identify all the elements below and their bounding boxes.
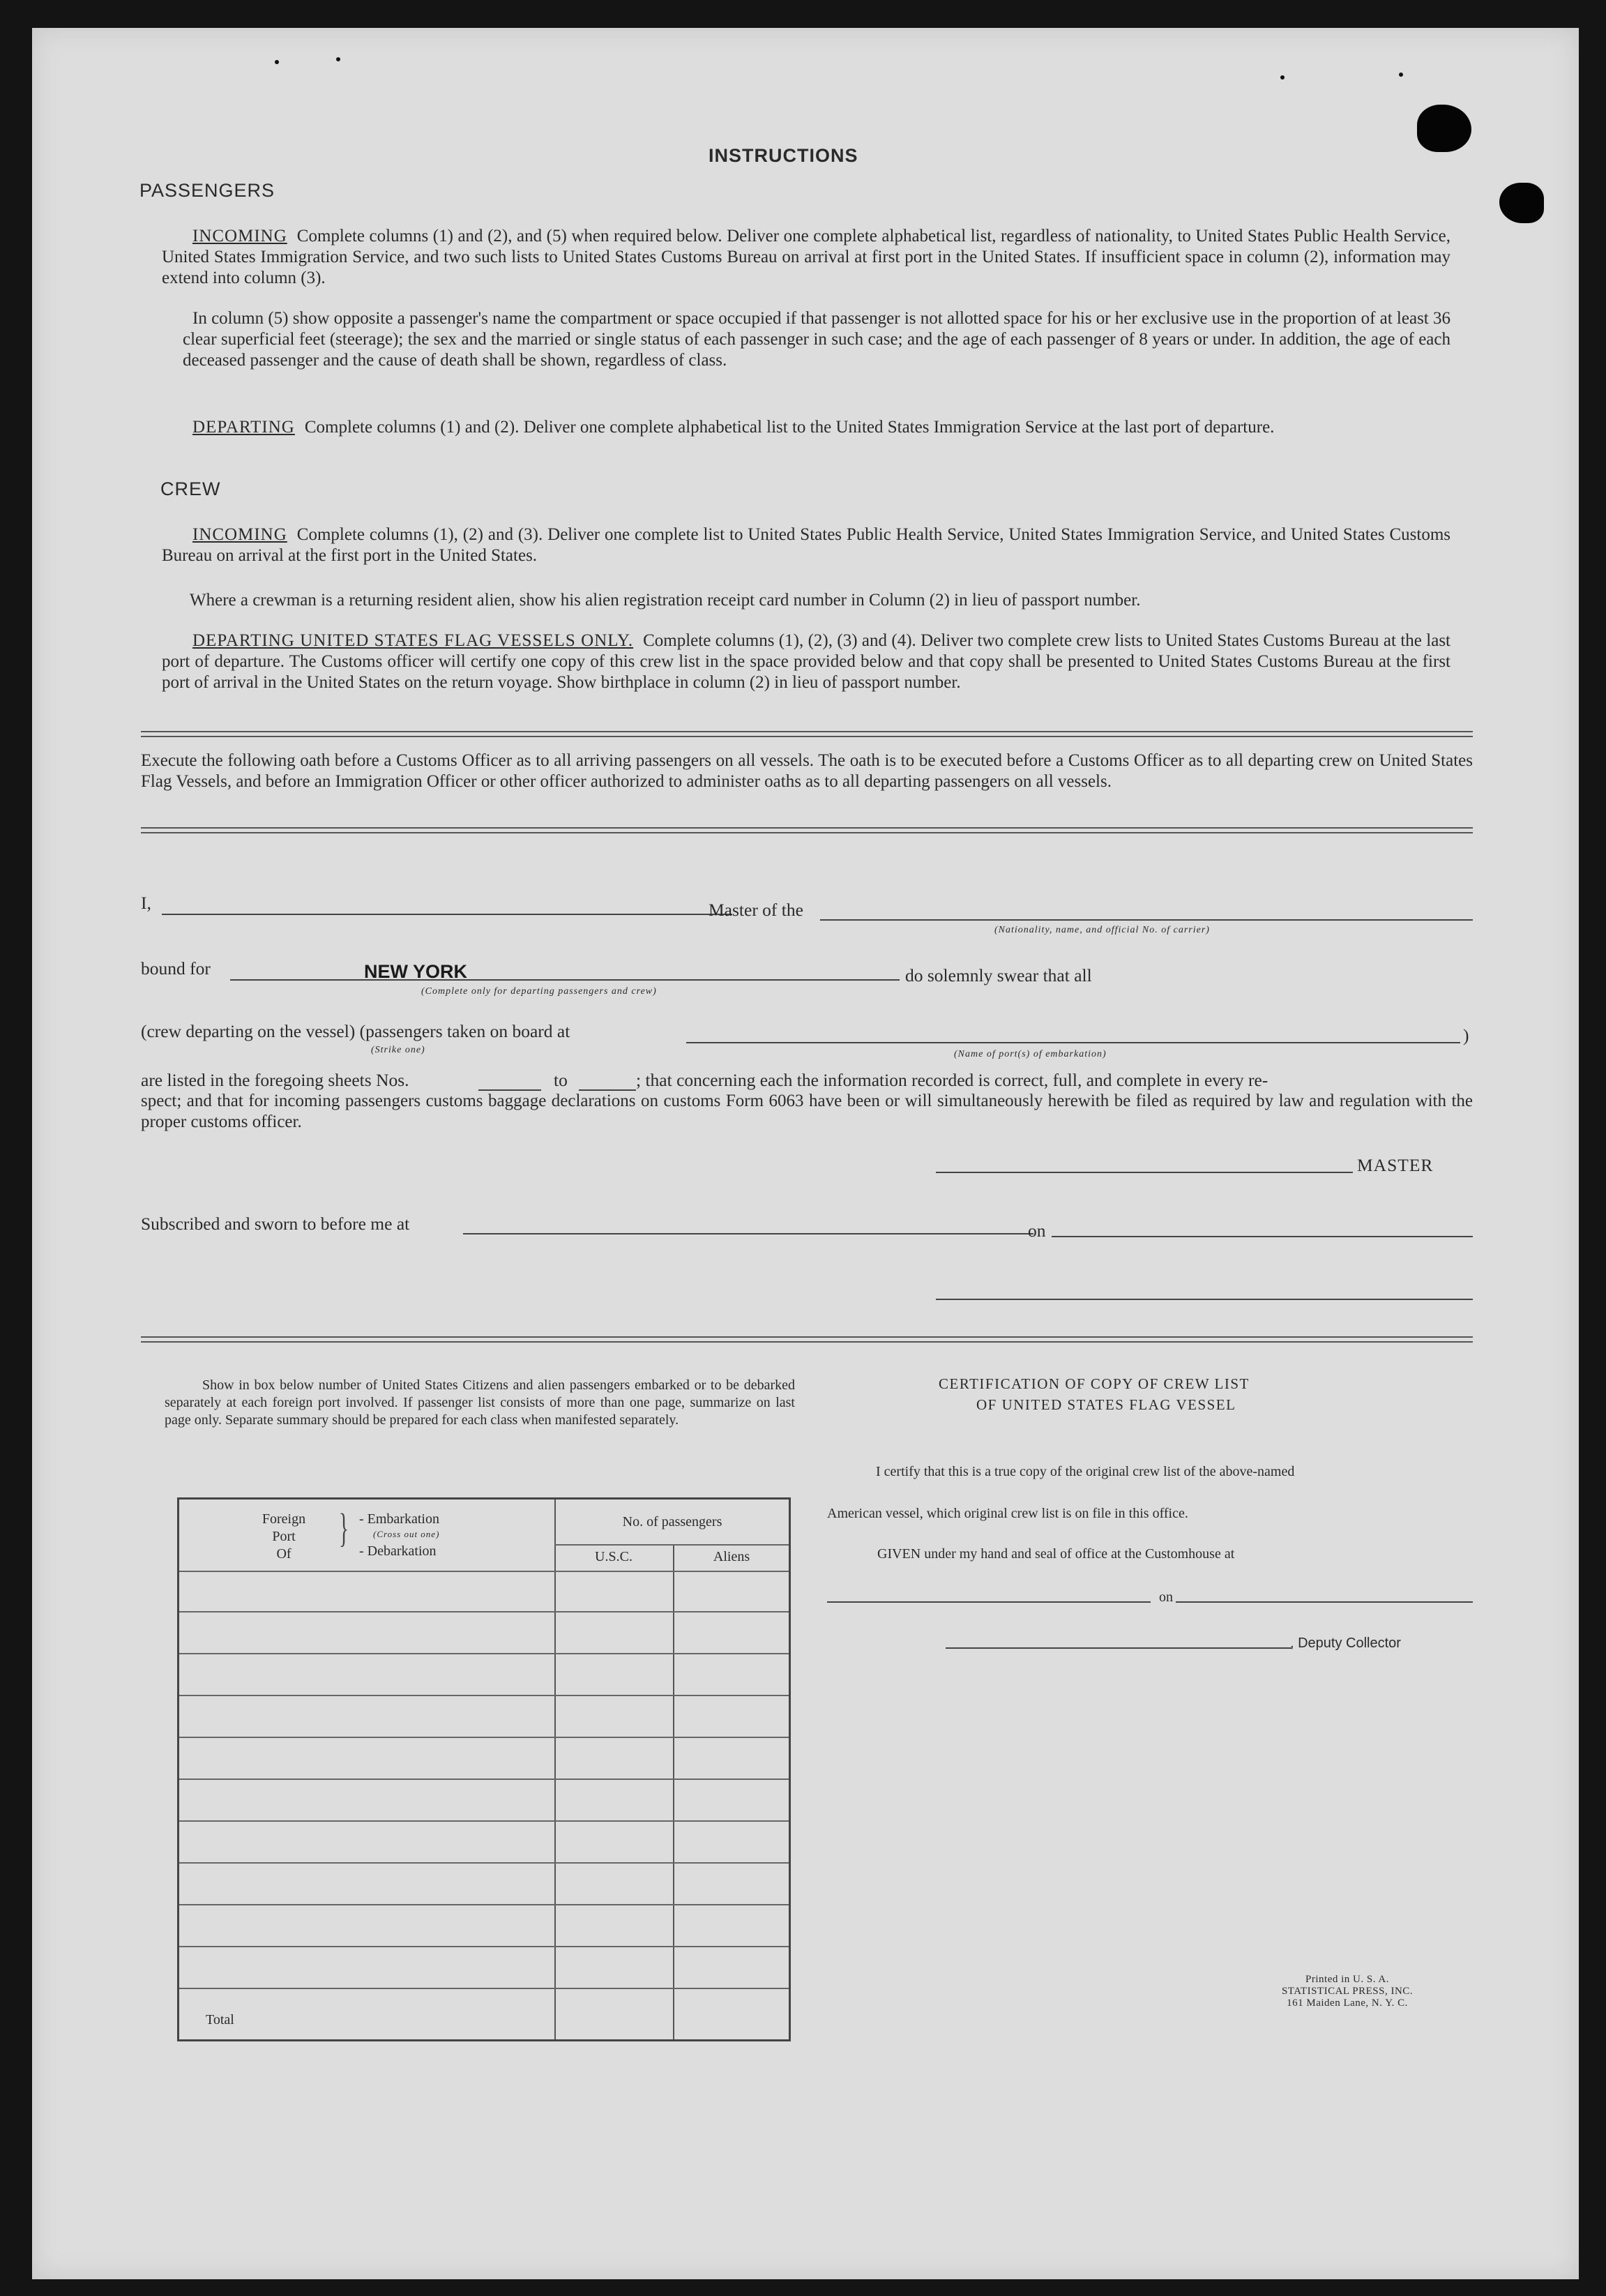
crew-incoming-text: Complete columns (1), (2) and (3). Deliver one complete list to United States Public Health Service, United States Immigration Service, and United States Customs Bureau on arrival at the first port in the United States. (162, 525, 1450, 565)
certification-date-field[interactable] (1176, 1601, 1473, 1603)
table-row (179, 1737, 789, 1738)
printer-line-2: STATISTICAL PRESS, INC. (1281, 1986, 1414, 1997)
foreign-port-label (256, 1511, 312, 1563)
master-signature-field[interactable] (936, 1172, 1353, 1173)
ports-embarkation-field[interactable] (686, 1042, 1460, 1043)
ink-blot (1499, 183, 1544, 223)
table-row (179, 1904, 789, 1905)
embarkation-label[interactable]: - Embarkation (359, 1511, 439, 1527)
speck-mark (336, 57, 340, 61)
document-page (32, 28, 1579, 2279)
certification-on-label: on (1159, 1589, 1173, 1605)
table-row (179, 1988, 789, 1989)
strike-one-caption: (Strike one) (371, 1045, 425, 1055)
bound-for-label: bound for (141, 958, 211, 979)
ports-caption: (Name of port(s) of embarkation) (954, 1049, 1107, 1059)
of-word: Of (276, 1546, 291, 1562)
table-row (179, 1695, 789, 1696)
subscribed-label: Subscribed and sworn to before me at (141, 1214, 410, 1234)
table-row (179, 1611, 789, 1613)
summary-instructions: Show in box below number of United States Citizens and alien passengers embarked or to be debarked separately at each foreign port involved. If passenger list consists of more than one page, summarize on last page only. Separate summary should be prepared for each class when manifested separately. (165, 1377, 795, 1428)
crew-departing-paragraph (162, 630, 1450, 693)
listed-sheets-text: are listed in the foregoing sheets Nos. (141, 1070, 409, 1090)
section-divider (141, 1336, 1473, 1343)
carrier-caption: (Nationality, name, and official No. of carrier) (994, 925, 1210, 935)
port-word: Port (272, 1529, 296, 1544)
section-divider (141, 731, 1473, 737)
table-row (179, 1862, 789, 1864)
deputy-signature-field[interactable] (946, 1647, 1291, 1649)
close-paren: ) (1463, 1025, 1469, 1045)
crew-passengers-label: (crew departing on the vessel) (passengers taken on board at (141, 1021, 570, 1041)
listed-to-label: to (554, 1070, 568, 1090)
swear-text: do solemnly swear that all (905, 965, 1092, 985)
certification-title-2: OF UNITED STATES FLAG VESSEL (976, 1396, 1236, 1413)
aliens-header: Aliens (713, 1549, 750, 1564)
cross-out-caption: (Cross out one) (373, 1529, 440, 1539)
table-row (179, 1653, 789, 1654)
master-of-the-label: Master of the (709, 900, 803, 920)
crew-departing-tag: DEPARTING UNITED STATES FLAG VESSELS ONLY. (192, 631, 634, 650)
master-name-field[interactable] (162, 914, 732, 915)
section-divider (141, 827, 1473, 833)
oath-i-label: I, (141, 893, 151, 913)
printer-line-3: 161 Maiden Lane, N. Y. C. (1287, 1997, 1408, 2009)
table-header-rule (179, 1571, 789, 1572)
crew-incoming-tag: INCOMING (192, 525, 287, 544)
passengers-departing-tag: DEPARTING (192, 418, 295, 437)
bound-for-field[interactable] (230, 979, 900, 981)
table-divider (673, 1544, 674, 2039)
speck-mark (1280, 75, 1285, 80)
debarkation-label[interactable]: - Debarkation (359, 1543, 437, 1559)
passengers-departing-text: Complete columns (1) and (2). Deliver one complete alphabetical list to the United States Immigration Service at the last port of departure. (304, 418, 1275, 437)
listed-information-text: ; that concerning each the information recorded is correct, full, and complete in every re- (636, 1070, 1268, 1090)
sworn-on-label: on (1028, 1221, 1046, 1241)
bound-for-caption: (Complete only for departing passengers and crew) (421, 986, 657, 997)
officer-signature-field[interactable] (936, 1299, 1473, 1300)
sworn-place-field[interactable] (463, 1233, 1033, 1234)
crew-alien-text: Where a crewman is a returning resident alien, show his alien registration receipt card number in Column (2) in lieu of passport number. (190, 591, 1141, 610)
brace-icon: } (338, 1505, 349, 1550)
oath-intro-text: Execute the following oath before a Customs Officer as to all arriving passengers on all vessels. The oath is to be executed before a Customs Officer as to all departing crew on United States Flag Vessels, and before an Immigration Officer or other officer authorized to administer oaths as to all departing passengers on all vessels. (141, 751, 1473, 791)
table-divider (554, 1544, 789, 1546)
certify-line-1: I certify that this is a true copy of the original crew list of the above-named (876, 1464, 1295, 1479)
bound-for-value: NEW YORK (364, 961, 468, 982)
table-row (179, 1778, 789, 1780)
table-row (179, 1946, 789, 1947)
foreign-word: Foreign (262, 1511, 306, 1527)
printer-line-1: Printed in U. S. A. (1305, 1974, 1389, 1985)
certify-line-2: American vessel, which original crew list is on file in this office. (827, 1506, 1188, 1521)
passengers-incoming-paragraph (162, 226, 1450, 289)
passengers-departing-paragraph (162, 417, 1450, 438)
master-label: MASTER (1357, 1155, 1434, 1175)
speck-mark (1399, 73, 1403, 77)
passengers-column5-text: In column (5) show opposite a passenger's name the compartment or space occupied if that passenger is not allotted space for his or her exclusive use in the proportion of at least 36 clear superficial feet (steerage); the sex and the married or single status of each passenger in such case; and the age of each passenger of 8 years or under. In addition, the age of each deceased passenger and the cause of death shall be shown, regardless of class. (183, 309, 1450, 370)
usc-header: U.S.C. (595, 1549, 632, 1564)
speck-mark (275, 60, 279, 64)
passenger-summary-table (177, 1497, 791, 2041)
passengers-heading: PASSENGERS (139, 180, 275, 201)
crew-heading: CREW (160, 478, 221, 499)
sworn-date-field[interactable] (1052, 1236, 1473, 1237)
passengers-incoming-tag: INCOMING (192, 227, 287, 246)
listed-rest-text: spect; and that for incoming passengers customs baggage declarations on customs Form 6063 have been or will simultaneously herewith be filed as required by law and regulation with the proper customs officer. (141, 1092, 1473, 1131)
crew-incoming-paragraph (162, 524, 1450, 566)
ink-blot (1417, 105, 1471, 152)
instructions-title: INSTRUCTIONS (709, 145, 858, 166)
printer-imprint (1236, 1974, 1459, 2009)
customhouse-field[interactable] (827, 1601, 1151, 1603)
carrier-field[interactable] (820, 919, 1473, 921)
total-label: Total (206, 2012, 234, 2027)
deputy-collector-label: , Deputy Collector (1290, 1636, 1401, 1651)
table-row (179, 1820, 789, 1822)
no-passengers-header: No. of passengers (622, 1514, 722, 1530)
given-text: GIVEN under my hand and seal of office at the Customhouse at (877, 1546, 1235, 1562)
passengers-incoming-text: Complete columns (1) and (2), and (5) when required below. Deliver one complete alphabetical list, regardless of nationality, to United States Public Health Service, United States Immigration Service, and two such lists to United States Customs Bureau on arrival at first port in the United States. If insufficient space in column (2), information may extend into column (3). (162, 227, 1450, 287)
certification-title-1: CERTIFICATION OF COPY OF CREW LIST (939, 1375, 1250, 1392)
crew-departing-text: Complete columns (1), (2), (3) and (4). Deliver two complete crew lists to United States Customs Bureau at the last port of departure. The Customs officer will certify one copy of this crew list in the space provided below and that copy shall be presented to United States Customs Bureau at the first port of arrival in the United States on the return voyage. Show birthplace in column (2) in lieu of passport number. (162, 631, 1450, 692)
table-divider (554, 1500, 556, 2039)
